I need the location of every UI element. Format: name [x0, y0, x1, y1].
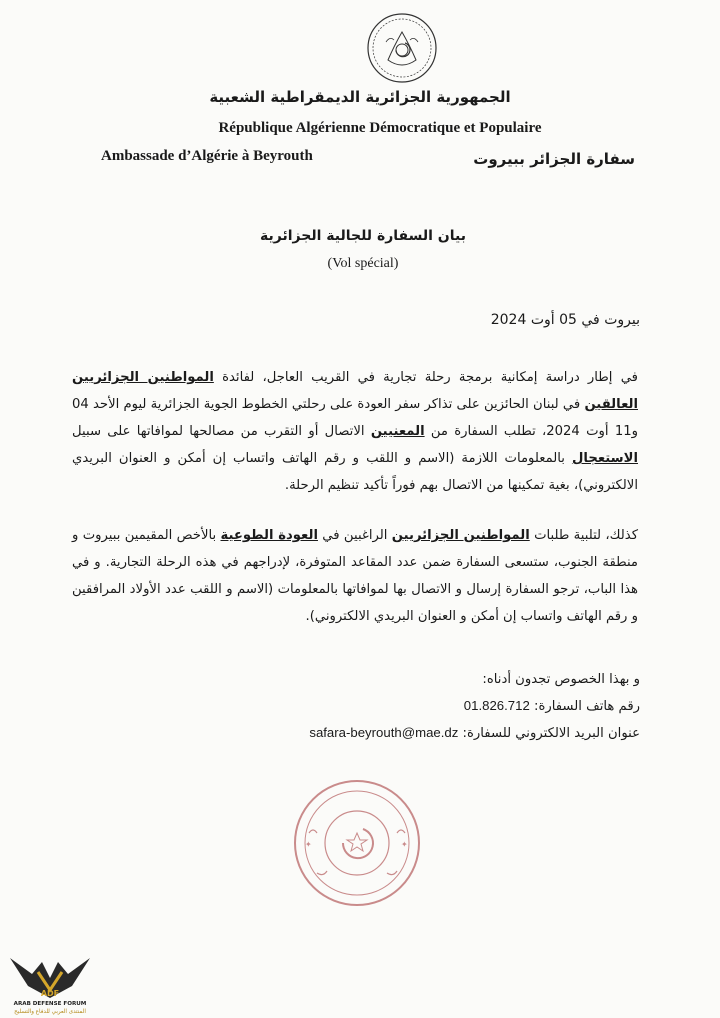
email-address[interactable]: safara-beyrouth@mae.dz	[309, 725, 459, 740]
contact-email-line	[309, 725, 640, 741]
paragraph-1-emphasis-3: الاستعجال	[571, 451, 638, 466]
paragraph-1-text-1: في إطار دراسة إمكانية برمجة رحلة تجارية في القريب العاجل، لفائدة	[213, 370, 638, 385]
email-label: عنوان البريد الالكتروني للسفارة:	[462, 726, 640, 741]
forum-logo-abbrev: ADF	[40, 989, 60, 998]
paragraph-1-text-3: الاتصال أو التقرب من مصالحها لموافاتها على سبيل	[72, 424, 371, 439]
paragraph-2	[72, 522, 638, 630]
republic-name-french: République Algérienne Démocratique et Populaire	[218, 120, 542, 136]
date-line: بيروت في 05 أوت 2024	[490, 312, 640, 328]
republic-name-arabic: الجمهورية الجزائرية الديمقراطية الشعبية	[209, 88, 511, 106]
algeria-emblem-icon	[364, 10, 440, 86]
paragraph-2-text-2: الراغبين في	[317, 528, 392, 543]
statement-subtitle-french: (Vol spécial)	[327, 256, 399, 271]
forum-name: ARAB DEFENSE FORUM	[13, 1001, 87, 1007]
paragraph-2-text-1: كذلك، لتلبية طلبات	[529, 528, 638, 543]
embassy-name-french: Ambassade d’Algérie à Beyrouth	[101, 148, 313, 164]
embassy-name-arabic: سفارة الجزائر ببيروت	[473, 150, 635, 168]
phone-label: رقم هاتف السفارة:	[534, 699, 640, 714]
statement-title-arabic: بيان السفارة للجالية الجزائرية	[260, 228, 466, 244]
paragraph-1-text-4: بالمعلومات اللازمة (الاسم و اللقب و رقم الهاتف واتساب إن أمكن و العنوان البريدي الالكتروني)، بغية تمكينها من الاتصال بهم فوراً تأكيد تنظيم الرحلة.	[72, 451, 638, 493]
svg-text:✦: ✦	[401, 840, 408, 849]
paragraph-1	[72, 364, 638, 499]
contact-phone-line	[464, 698, 640, 714]
paragraph-1-text-2: في لبنان الحائزين على تذاكر سفر العودة على رحلتي الخطوط الجوية الجزائرية ليوم الأحد 04 و11 أوت 2024، تطلب السفارة من	[72, 397, 638, 439]
paragraph-2-text-3: بالأخص المقيمين ببيروت و منطقة الجنوب، ستسعى السفارة ضمن عدد المقاعد المتوفرة، لإدراجهم في هذه الرحلة التجارية. و في هذا الباب، ترجو السفارة إرسال و الاتصال بها لموافاتها بالمعلومات (الاسم و اللقب عدد الأولاد المرافقين و رقم الهاتف واتساب إن أمكن و العنوان البريدي الالكتروني).	[72, 528, 638, 624]
paragraph-2-emphasis-1: المواطنين الجزائريين	[391, 528, 530, 543]
contact-intro: و بهذا الخصوص تجدون أدناه:	[482, 672, 640, 687]
forum-name-arabic: المنتدى العربي للدفاع والتسليح	[14, 1009, 86, 1015]
paragraph-1-emphasis-2: المعنيين	[370, 424, 425, 439]
arab-defense-forum-logo-icon	[2, 948, 98, 1016]
official-stamp-icon	[287, 773, 427, 913]
paragraph-2-emphasis-2: العودة الطوعية	[220, 528, 318, 543]
svg-text:✦: ✦	[305, 840, 312, 849]
paragraph-1-emphasis-1: المواطنين الجزائريين العالقين	[72, 370, 638, 412]
phone-number[interactable]: 01.826.712	[463, 698, 530, 713]
